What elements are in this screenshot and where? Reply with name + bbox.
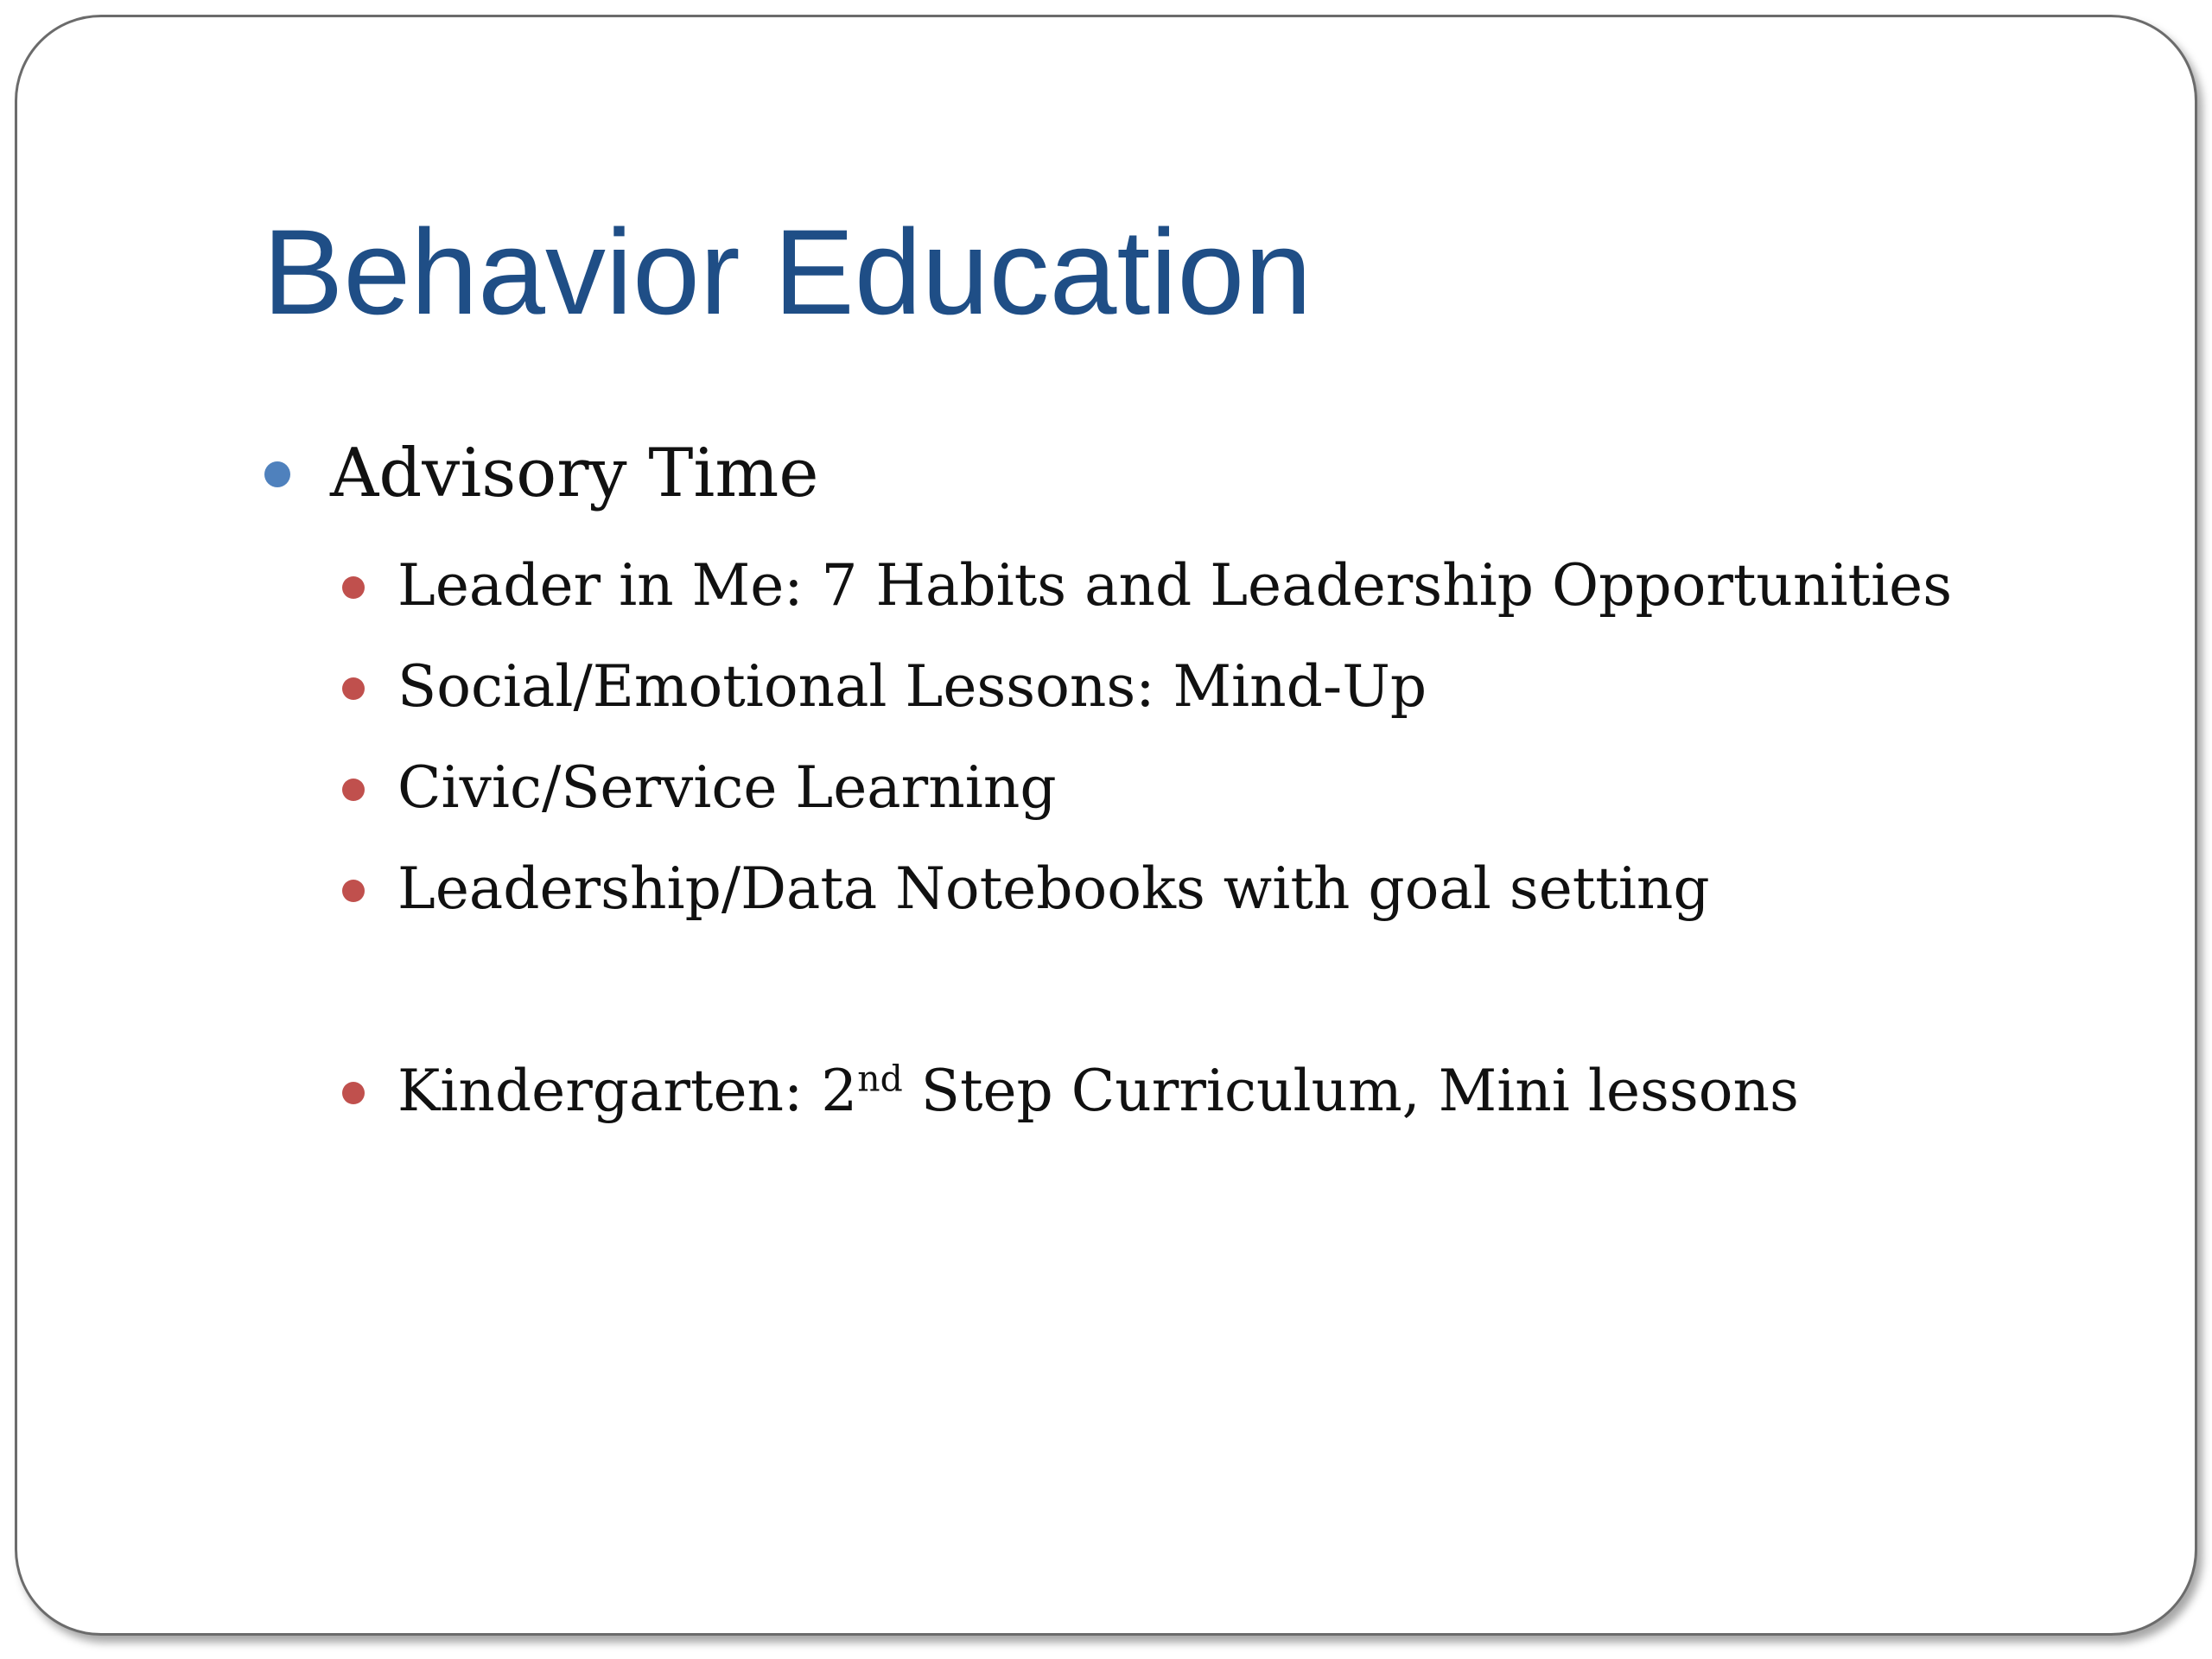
bullet-dot-icon — [342, 1082, 365, 1104]
ordinal-superscript: nd — [857, 1058, 903, 1100]
bullet-dot-icon — [342, 779, 365, 801]
bullet-dot-icon — [342, 880, 365, 902]
sub-bullet-label: Social/Emotional Lessons: Mind-Up — [397, 653, 1427, 720]
bullet-dot-icon — [264, 461, 290, 487]
sub-bullet-label — [397, 1052, 1799, 1130]
kindergarten-suffix: Step Curriculum, Mini lessons — [902, 1058, 1799, 1124]
kindergarten-prefix: Kindergarten: 2 — [397, 1058, 858, 1124]
sub-bullet-label: Leader in Me: 7 Habits and Leadership Opportunities — [397, 552, 1953, 619]
slide-frame — [15, 15, 2197, 1636]
bullet-dot-icon — [342, 576, 365, 599]
sub-bullet-label: Civic/Service Learning — [397, 754, 1057, 821]
slide-title: Behavior Education — [263, 204, 1313, 340]
bullet-label: Advisory Time — [330, 435, 819, 512]
bullet-dot-icon — [342, 677, 365, 700]
sub-bullet-label: Leadership/Data Notebooks with goal setting — [397, 855, 1710, 922]
